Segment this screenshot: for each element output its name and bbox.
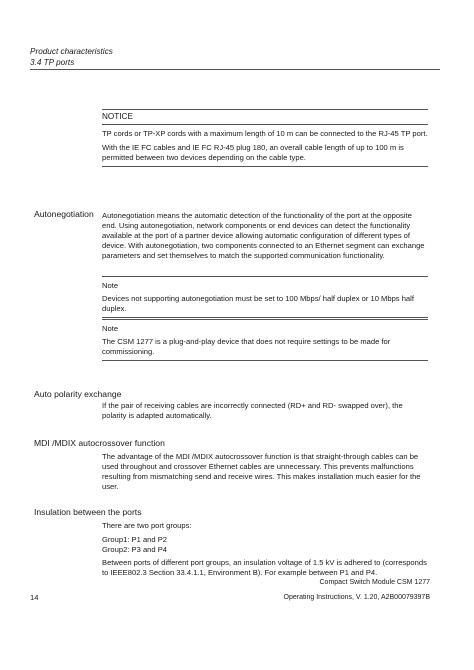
section-heading-insulation: Insulation between the ports bbox=[34, 507, 142, 517]
notice-box bbox=[102, 109, 428, 167]
autonegotiation-text: Autonegotiation means the automatic detection of the functionality of the port at the opposite end. Using autonegotiation, network components or end devices can detect the functionality available at the port of a partner device allowing automatic configuration of different types of device. With autonegotiation, two components connected to an Ethernet segment can exchange parameters and set themselves to match the supported communication functionality. bbox=[102, 211, 425, 260]
note-divider bbox=[102, 360, 428, 361]
auto-polarity-text: If the pair of receiving cables are incorrectly connected (RD+ and RD- swapped over), the polarity is adapted automatically. bbox=[102, 401, 403, 420]
insulation-text: Between ports of different port groups, an insulation voltage of 1.5 kV is adhered to (corresponds to IEEE802.3 Section 33.4.1.1, Environment B). For example between P1 and P4. bbox=[102, 558, 427, 577]
page-header bbox=[30, 46, 440, 70]
note-divider bbox=[102, 317, 428, 318]
section-heading-auto-polarity: Auto polarity exchange bbox=[34, 389, 122, 399]
insulation-intro: There are two port groups: bbox=[102, 521, 192, 530]
section-heading-mdi-mdix: MDI /MDIX autocrossover function bbox=[34, 438, 165, 448]
insulation-group1: Group1: P1 and P2 bbox=[102, 535, 168, 544]
footer-manual: Operating Instructions, V. 1.20, A2B00079397B bbox=[283, 594, 430, 601]
note-text: Devices not supporting autonegotiation must be set to 100 Mbps/ half duplex or 10 Mbps half duplex. bbox=[102, 294, 414, 313]
header-section: 3.4 TP ports bbox=[30, 58, 75, 67]
mdi-mdix-text: The advantage of the MDI /MDIX autocrossover function is that straight-through cables can be used throughout and crossover Ethernet cables are unnecessary. This prevents malfunctions resulting from mismatching send and receive wires. This makes installation much easier for the user. bbox=[102, 452, 421, 491]
section-heading-autonegotiation: Autonegotiation bbox=[34, 209, 94, 219]
notice-paragraph: TP cords or TP-XP cords with a maximum length of 10 m can be connected to the RJ-45 TP port. bbox=[102, 129, 428, 138]
notice-paragraph: With the IE FC cables and IE FC RJ-45 plug 180, an overall cable length of up to 100 m is permitted between two devices depending on the cable type. bbox=[102, 143, 404, 162]
header-divider bbox=[30, 69, 440, 70]
note-plug-and-play bbox=[102, 319, 428, 361]
notice-body bbox=[102, 129, 428, 163]
note-divider bbox=[102, 276, 428, 277]
note-label: Note bbox=[102, 281, 119, 290]
notice-title: NOTICE bbox=[102, 109, 428, 125]
note-text: The CSM 1277 is a plug-and-play device that does not require settings to be made for commissioning. bbox=[102, 337, 391, 356]
header-chapter: Product characteristics bbox=[30, 47, 113, 56]
footer-product: Compact Switch Module CSM 1277 bbox=[319, 579, 430, 586]
notice-divider bbox=[102, 166, 428, 167]
page-number: 14 bbox=[30, 593, 39, 602]
insulation-group2: Group2: P3 and P4 bbox=[102, 545, 168, 554]
note-divider bbox=[102, 319, 428, 320]
note-label: Note bbox=[102, 324, 119, 333]
note-autonegotiation-duplex bbox=[102, 276, 428, 318]
